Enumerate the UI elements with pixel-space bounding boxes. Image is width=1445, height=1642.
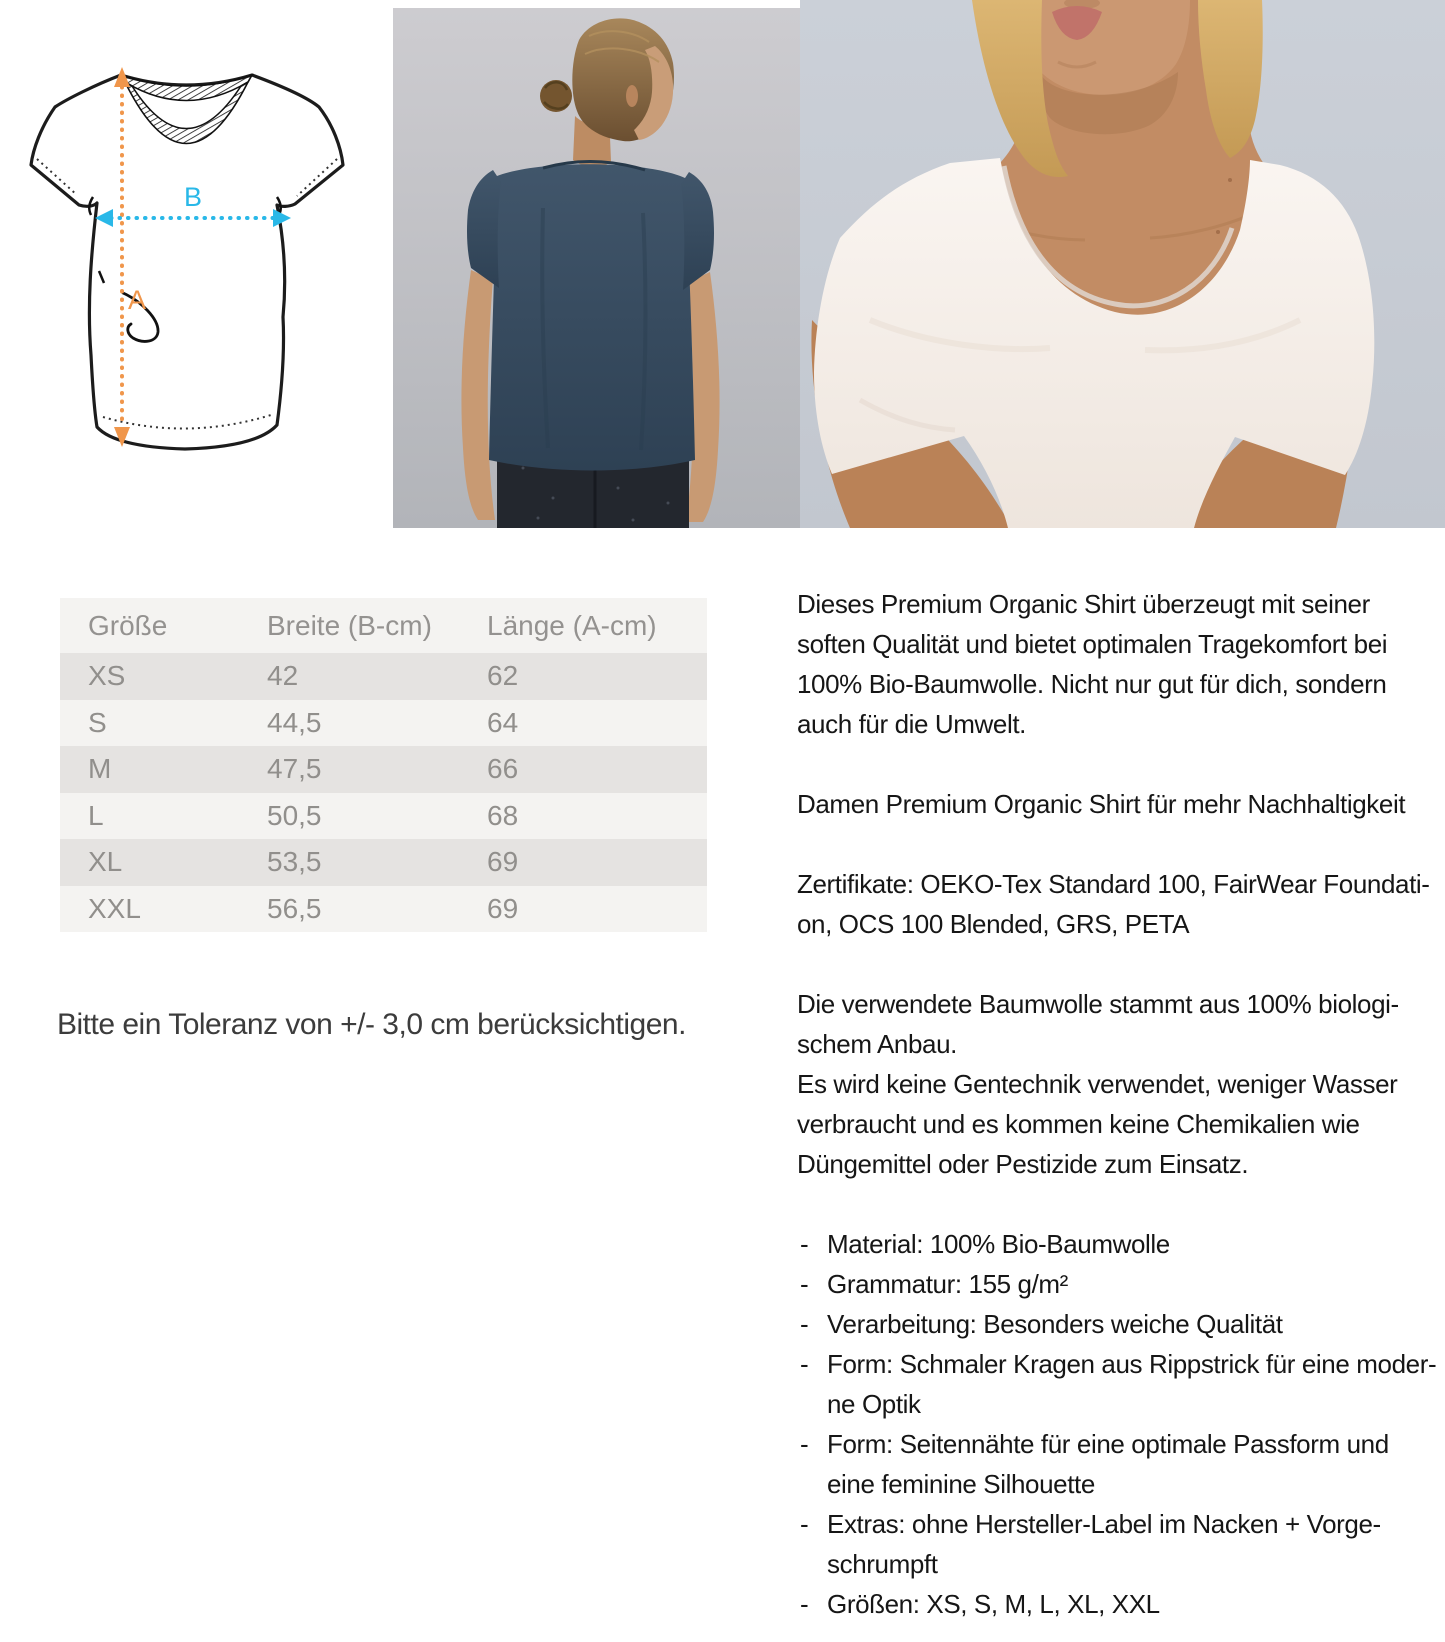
- model-front-illustration: [800, 0, 1445, 528]
- list-item-extras: [797, 1504, 1445, 1584]
- text-line: verbraucht und es kommen keine Chemikalien wie: [797, 1109, 1360, 1139]
- text-line: schrumpft: [827, 1549, 938, 1579]
- ear: [626, 85, 638, 107]
- list-item-groessen: [797, 1584, 1445, 1624]
- size-cell: XL: [88, 846, 123, 878]
- width-label: B: [183, 182, 203, 212]
- text-line: Zertifikate: OEKO-Tex Standard 100, FairWear Foundati-: [797, 869, 1430, 899]
- bullet-dash: -: [800, 1429, 809, 1459]
- hair-bun: [540, 80, 572, 112]
- size-cell: XS: [88, 660, 126, 692]
- width-cell: 56,5: [267, 892, 322, 924]
- list-item-grammatur: [797, 1264, 1445, 1304]
- text-line: schem Anbau.: [797, 1029, 957, 1059]
- tolerance-note: Bitte ein Toleranz von +/- 3,0 cm berücksichtigen.: [57, 1008, 686, 1041]
- column-header-laenge: Länge (A-cm): [487, 609, 657, 641]
- tshirt-measurement-diagram: [25, 55, 355, 465]
- text-line: eine feminine Silhouette: [827, 1469, 1095, 1499]
- text-line: Form: Schmaler Kragen aus Rippstrick für eine moder-: [827, 1349, 1437, 1379]
- width-arrowhead-right: [273, 209, 291, 227]
- text-line: Form: Seitennähte für eine optimale Passform und: [827, 1429, 1389, 1459]
- text-line: soften Qualität und bietet optimalen Tragekomfort bei: [797, 629, 1388, 659]
- list-item-form-naehte: [797, 1424, 1445, 1504]
- width-cell: 47,5: [267, 753, 322, 785]
- size-cell: S: [88, 706, 107, 738]
- size-diagram-image: [25, 55, 355, 465]
- text-line: Dieses Premium Organic Shirt überzeugt mit seiner: [797, 589, 1370, 619]
- width-cell: 42: [267, 660, 299, 692]
- description-paragraph-sustainability: [797, 784, 1445, 824]
- width-cell: 53,5: [267, 846, 322, 878]
- navy-shirt-torso: [489, 164, 695, 470]
- column-header-breite: Breite (B-cm): [267, 609, 432, 641]
- bullet-dash: -: [800, 1309, 809, 1339]
- text-line: Die verwendete Baumwolle stammt aus 100% biologi-: [797, 989, 1399, 1019]
- description-paragraph-cotton: [797, 984, 1445, 1184]
- size-cell: M: [88, 753, 112, 785]
- feature-list: [797, 1224, 1445, 1624]
- text-line: Größen: XS, S, M, L, XL, XXL: [827, 1589, 1160, 1619]
- length-label: A: [128, 285, 147, 315]
- bullet-dash: -: [800, 1229, 809, 1259]
- mole-2: [1216, 230, 1220, 234]
- length-cell: 68: [487, 799, 519, 831]
- bullet-dash: -: [800, 1509, 809, 1539]
- width-cell: 44,5: [267, 706, 322, 738]
- length-cell: 66: [487, 753, 519, 785]
- text-line: Material: 100% Bio-Baumwolle: [827, 1229, 1170, 1259]
- size-table: [60, 598, 707, 932]
- width-cell: 50,5: [267, 799, 322, 831]
- text-line: auch für die Umwelt.: [797, 709, 1026, 739]
- model-back-illustration: [393, 8, 800, 528]
- text-line: Düngemittel oder Pestizide zum Einsatz.: [797, 1149, 1249, 1179]
- length-cell: 62: [487, 660, 519, 692]
- table-row-l: [60, 793, 707, 840]
- product-description: [797, 584, 1445, 1624]
- bullet-dash: -: [800, 1269, 809, 1299]
- text-line: Extras: ohne Hersteller-Label im Nacken + Vorge-: [827, 1509, 1381, 1539]
- text-line: ne Optik: [827, 1389, 921, 1419]
- length-cell: 64: [487, 706, 519, 738]
- list-item-form-kragen: [797, 1344, 1445, 1424]
- column-header-groesse: Größe: [88, 609, 168, 641]
- list-item-verarbeitung: [797, 1304, 1445, 1344]
- size-cell: XXL: [88, 892, 141, 924]
- table-row-xxl: [60, 886, 707, 933]
- bullet-dash: -: [800, 1349, 809, 1379]
- text-line: Es wird keine Gentechnik verwendet, weniger Wasser: [797, 1069, 1398, 1099]
- description-paragraph-intro: [797, 584, 1445, 744]
- table-row-xs: [60, 653, 707, 700]
- length-cell: 69: [487, 892, 519, 924]
- product-photo-back: [393, 8, 800, 528]
- table-row-xl: [60, 839, 707, 886]
- table-row-m: [60, 746, 707, 793]
- table-row-s: [60, 700, 707, 747]
- text-line: 100% Bio-Baumwolle. Nicht nur gut für dich, sondern: [797, 669, 1387, 699]
- description-paragraph-certificates: [797, 864, 1445, 944]
- text-line: Damen Premium Organic Shirt für mehr Nachhaltigkeit: [797, 789, 1406, 819]
- mole-1: [1228, 178, 1232, 182]
- text-line: Verarbeitung: Besonders weiche Qualität: [827, 1309, 1283, 1339]
- size-cell: L: [88, 799, 104, 831]
- bullet-dash: -: [800, 1589, 809, 1619]
- length-cell: 69: [487, 846, 519, 878]
- product-photo-front: [800, 0, 1445, 528]
- text-line: Grammatur: 155 g/m²: [827, 1269, 1068, 1299]
- text-line: on, OCS 100 Blended, GRS, PETA: [797, 909, 1190, 939]
- size-table-header-row: [60, 598, 707, 653]
- list-item-material: [797, 1224, 1445, 1264]
